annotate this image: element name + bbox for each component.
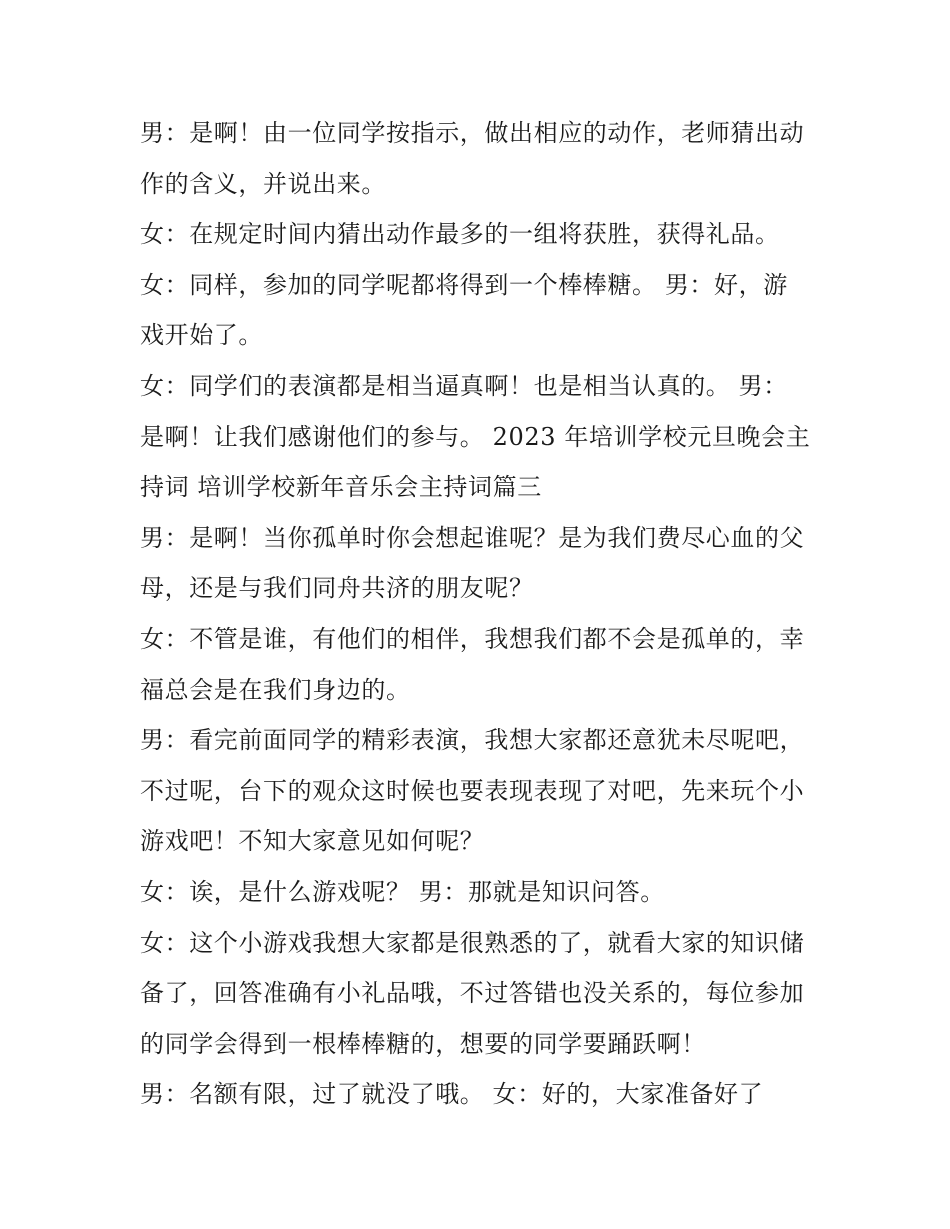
text-line: 不过呢，台下的观众这时候也要表现表现了对吧，先来玩个小: [140, 776, 805, 805]
text-line: 戏开始了。: [140, 321, 263, 350]
document-body: [140, 108, 820, 1120]
text-line: 游戏吧！不知大家意见如何呢？: [140, 827, 485, 856]
text-line: 是啊！让我们感谢他们的参与。 2023 年培训学校元旦晚会主: [140, 422, 811, 451]
text-line: 男：看完前面同学的精彩表演，我想大家都还意犹未尽呢吧，: [140, 726, 805, 755]
text-line: 备了，回答准确有小礼品哦，不过答错也没关系的，每位参加: [140, 979, 805, 1008]
text-line: 女：诶，是什么游戏呢？ 男：那就是知识问答。: [140, 877, 665, 906]
text-line: 作的含义，并说出来。: [140, 169, 386, 198]
text-line: 女：这个小游戏我想大家都是很熟悉的了，就看大家的知识储: [140, 928, 805, 957]
text-line: 男：是啊！由一位同学按指示，做出相应的动作，老师猜出动: [140, 119, 805, 147]
text-line: 母，还是与我们同舟共济的朋友呢？: [140, 574, 534, 603]
text-line: 福总会是在我们身边的。: [140, 675, 411, 704]
text-line: 女：同样，参加的同学呢都将得到一个棒棒糖。 男：好，游: [140, 270, 788, 299]
text-line: 女：在规定时间内猜出动作最多的一组将获胜，获得礼品。: [140, 220, 780, 249]
text-line: 女：不管是谁，有他们的相伴，我想我们都不会是孤单的，幸: [140, 624, 805, 653]
text-line: 男：名额有限，过了就没了哦。 女：好的，大家准备好了: [140, 1080, 764, 1109]
text-line: 持词 培训学校新年音乐会主持词篇三: [140, 473, 542, 502]
text-line: 的同学会得到一根棒棒糖的，想要的同学要踊跃啊！: [140, 1029, 706, 1058]
text-line: 女：同学们的表演都是相当逼真啊！也是相当认真的。 男：: [140, 371, 788, 400]
text-line: 男：是啊！当你孤单时你会想起谁呢？是为我们费尽心血的父: [140, 523, 805, 552]
